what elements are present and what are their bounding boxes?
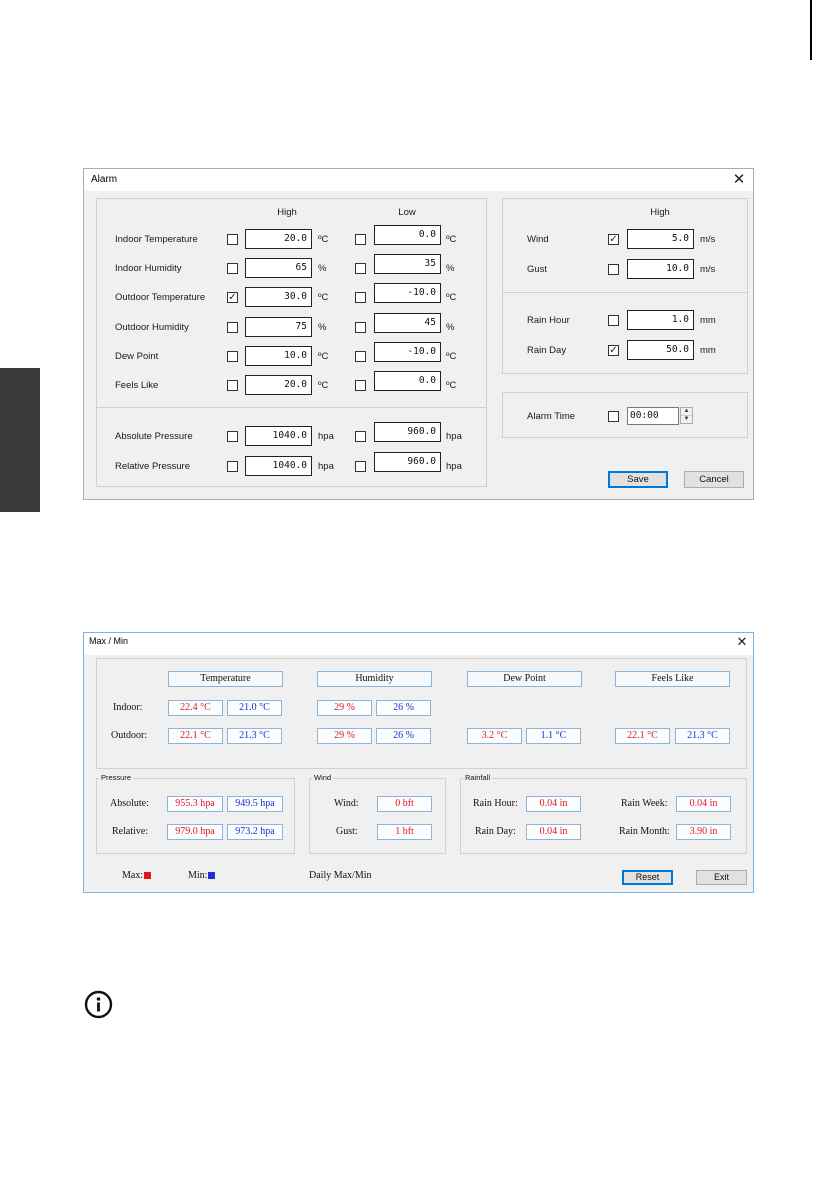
alarm-time-label: Alarm Time [527, 411, 576, 422]
outdoor-humidity-low-unit: % [446, 322, 455, 333]
feels-like-high-field[interactable] [245, 375, 312, 395]
gust-checkbox[interactable] [608, 264, 619, 275]
gust-unit: m/s [700, 264, 716, 275]
outdoor-temperature-high-unit: ºC [318, 292, 329, 303]
alarm-title: Alarm [91, 174, 118, 185]
outdoor-temperature-low-checkbox[interactable] [355, 292, 366, 303]
rain-hour-checkbox[interactable] [608, 315, 619, 326]
cancel-button[interactable]: Cancel [684, 471, 744, 488]
outdoor-temperature-high-value: 30.0 [284, 291, 307, 302]
wind-checkbox[interactable] [608, 234, 619, 245]
outdoor-dew-max: 3.2 °C [467, 728, 522, 744]
feels-like-header[interactable]: Feels Like [615, 671, 730, 687]
dew-point-low-value: -10.0 [407, 346, 436, 357]
gust-field[interactable] [627, 259, 694, 279]
dew-point-header[interactable]: Dew Point [467, 671, 582, 687]
rain-month-max: 3.90 in [676, 824, 731, 840]
check-icon: ✓ [228, 292, 237, 303]
indoor-humidity-label: Indoor Humidity [115, 263, 182, 274]
rain-hour-field[interactable] [627, 310, 694, 330]
absolute-pressure-high-value: 1040.0 [272, 430, 307, 441]
indoor-temperature-low-checkbox[interactable] [355, 234, 366, 245]
wind-group [309, 778, 446, 854]
indoor-temperature-high-checkbox[interactable] [227, 234, 238, 245]
outdoor-dew-min: 1.1 °C [526, 728, 581, 744]
dew-point-high-field[interactable] [245, 346, 312, 366]
relative-pressure-low-unit: hpa [446, 461, 462, 472]
rain-day-max: 0.04 in [526, 824, 581, 840]
dew-point-label: Dew Point [115, 351, 159, 362]
legend-min-label: Min: [188, 870, 208, 881]
indoor-temperature-high-value: 20.0 [284, 233, 307, 244]
outdoor-temperature-low-value: -10.0 [407, 287, 436, 298]
indoor-temperature-high-field[interactable] [245, 229, 312, 249]
relative-pressure-low-field[interactable] [374, 452, 441, 472]
relative-pressure-high-value: 1040.0 [272, 460, 307, 471]
outdoor-humidity-high-unit: % [318, 322, 327, 333]
outdoor-hum-max: 29 % [317, 728, 372, 744]
feels-like-low-unit: ºC [446, 380, 457, 391]
outdoor-humidity-low-field[interactable] [374, 313, 441, 333]
alarm-close-icon[interactable]: ✕ [732, 171, 746, 188]
indoor-temp-min: 21.0 °C [227, 700, 282, 716]
rain-week-label: Rain Week: [621, 798, 668, 809]
absolute-pressure-low-value: 960.0 [407, 426, 436, 437]
absolute-max: 955.3 hpa [167, 796, 223, 812]
absolute-pressure-high-checkbox[interactable] [227, 431, 238, 442]
legend-min-swatch [208, 872, 215, 879]
legend-max-label: Max: [122, 870, 144, 881]
gust-max: 1 bft [377, 824, 432, 840]
rain-hour-max: 0.04 in [526, 796, 581, 812]
wind-unit: m/s [700, 234, 716, 245]
alarm-pressure-separator [96, 407, 487, 408]
maxmin-close-icon[interactable]: ✕ [736, 634, 748, 649]
indoor-humidity-high-unit: % [318, 263, 327, 274]
relative-label: Relative: [112, 826, 149, 837]
relative-pressure-high-checkbox[interactable] [227, 461, 238, 472]
indoor-humidity-high-checkbox[interactable] [227, 263, 238, 274]
relative-pressure-low-value: 960.0 [407, 456, 436, 467]
alarm-window [83, 168, 754, 500]
chapter-side-tab [0, 368, 40, 512]
indoor-humidity-high-field[interactable] [245, 258, 312, 278]
alarm-time-checkbox[interactable] [608, 411, 619, 422]
gust-label: Gust: [336, 826, 358, 837]
outdoor-temp-min: 21.3 °C [227, 728, 282, 744]
wind-field[interactable] [627, 229, 694, 249]
save-button[interactable]: Save [608, 471, 668, 488]
rainfall-group-title: Rainfall [465, 773, 491, 782]
relative-min: 973.2 hpa [227, 824, 283, 840]
check-icon: ✓ [609, 345, 618, 356]
indoor-temperature-low-unit: ºC [446, 234, 457, 245]
absolute-min: 949.5 hpa [227, 796, 283, 812]
wind-label: Wind: [334, 798, 359, 809]
rain-day-field[interactable] [627, 340, 694, 360]
rainfall-group [460, 778, 747, 854]
relative-pressure-high-unit: hpa [318, 461, 334, 472]
wind-label: Wind [527, 234, 549, 245]
rain-hour-label: Rain Hour: [473, 798, 518, 809]
relative-max: 979.0 hpa [167, 824, 223, 840]
rain-day-label: Rain Day [527, 345, 567, 356]
outdoor-humidity-low-value: 45 [424, 317, 436, 328]
indoor-humidity-low-value: 35 [424, 258, 436, 269]
rain-day-checkbox[interactable] [608, 345, 619, 356]
rain-hour-unit: mm [700, 315, 716, 326]
indoor-temp-max: 22.4 °C [168, 700, 223, 716]
rain-day-unit: mm [700, 345, 716, 356]
absolute-pressure-high-field[interactable] [245, 426, 312, 446]
indoor-temperature-low-value: 0.0 [418, 229, 436, 240]
outdoor-humidity-low-checkbox[interactable] [355, 322, 366, 333]
dew-point-low-field[interactable] [374, 342, 441, 362]
humidity-header[interactable]: Humidity [317, 671, 432, 687]
feels-like-label: Feels Like [115, 380, 159, 391]
maxmin-window [83, 632, 754, 893]
gust-label: Gust [527, 264, 548, 275]
outdoor-label: Outdoor: [111, 730, 148, 741]
indoor-humidity-low-checkbox[interactable] [355, 263, 366, 274]
rain-week-max: 0.04 in [676, 796, 731, 812]
indoor-humidity-low-field[interactable] [374, 254, 441, 274]
feels-like-low-checkbox[interactable] [355, 380, 366, 391]
absolute-pressure-high-unit: hpa [318, 431, 334, 442]
page-edge-line [810, 0, 812, 60]
gust-value: 10.0 [666, 263, 689, 274]
indoor-temperature-high-unit: ºC [318, 234, 329, 245]
pressure-group-title: Pressure [101, 773, 132, 782]
alarm-title-bar [84, 169, 753, 191]
legend-max-swatch [144, 872, 151, 879]
outdoor-temperature-low-unit: ºC [446, 292, 457, 303]
rain-day-label: Rain Day: [475, 826, 516, 837]
relative-pressure-low-checkbox[interactable] [355, 461, 366, 472]
outdoor-temperature-label: Outdoor Temperature [115, 292, 206, 303]
indoor-hum-min: 26 % [376, 700, 431, 716]
feels-like-low-field[interactable] [374, 371, 441, 391]
indoor-humidity-low-unit: % [446, 263, 455, 274]
wind-max: 0 bft [377, 796, 432, 812]
high-column-header: High [277, 207, 297, 218]
absolute-pressure-low-unit: hpa [446, 431, 462, 442]
legend-min [188, 870, 215, 882]
feels-like-high-unit: ºC [318, 380, 329, 391]
spin-down-icon[interactable]: ▼ [683, 416, 690, 422]
maxmin-title-bar [84, 633, 753, 655]
outdoor-hum-min: 26 % [376, 728, 431, 744]
low-column-header: Low [398, 207, 416, 218]
dew-point-low-checkbox[interactable] [355, 351, 366, 362]
rain-hour-value: 1.0 [671, 314, 689, 325]
dew-point-low-unit: ºC [446, 351, 457, 362]
wind-high-column-header: High [650, 207, 670, 218]
dew-point-high-unit: ºC [318, 351, 329, 362]
outdoor-humidity-high-checkbox[interactable] [227, 322, 238, 333]
dew-point-high-value: 10.0 [284, 350, 307, 361]
absolute-pressure-low-checkbox[interactable] [355, 431, 366, 442]
outdoor-temperature-high-field[interactable] [245, 287, 312, 307]
outdoor-feels-min: 21.3 °C [675, 728, 730, 744]
feels-like-high-value: 20.0 [284, 379, 307, 390]
rain-month-label: Rain Month: [619, 826, 670, 837]
pressure-group [96, 778, 295, 854]
outdoor-humidity-high-field[interactable] [245, 317, 312, 337]
rain-day-value: 50.0 [666, 344, 689, 355]
dew-point-high-checkbox[interactable] [227, 351, 238, 362]
maxmin-title: Max / Min [89, 636, 129, 646]
alarm-rain-separator [502, 292, 748, 293]
outdoor-temperature-high-checkbox[interactable] [227, 292, 238, 303]
feels-like-high-checkbox[interactable] [227, 380, 238, 391]
exit-button[interactable]: Exit [696, 870, 747, 885]
alarm-time-field[interactable] [627, 407, 679, 425]
reset-button[interactable]: Reset [622, 870, 673, 885]
outdoor-humidity-high-value: 75 [295, 321, 307, 332]
outdoor-feels-max: 22.1 °C [615, 728, 670, 744]
alarm-time-value: 00:00 [630, 410, 659, 421]
relative-pressure-label: Relative Pressure [115, 461, 190, 472]
outdoor-temperature-low-field[interactable] [374, 283, 441, 303]
absolute-pressure-low-field[interactable] [374, 422, 441, 442]
check-icon: ✓ [609, 234, 618, 245]
spin-up-icon[interactable]: ▲ [681, 408, 692, 416]
rain-hour-label: Rain Hour [527, 315, 570, 326]
indoor-hum-max: 29 % [317, 700, 372, 716]
indoor-temperature-low-field[interactable] [374, 225, 441, 245]
relative-pressure-high-field[interactable] [245, 456, 312, 476]
feels-like-low-value: 0.0 [418, 375, 436, 386]
outdoor-humidity-label: Outdoor Humidity [115, 322, 189, 333]
info-circle-icon [84, 990, 113, 1019]
indoor-temperature-label: Indoor Temperature [115, 234, 198, 245]
indoor-label: Indoor: [113, 702, 143, 713]
temperature-header[interactable]: Temperature [168, 671, 283, 687]
daily-maxmin-label: Daily Max/Min [309, 870, 372, 881]
legend-max [122, 870, 151, 882]
wind-value: 5.0 [671, 233, 689, 244]
outdoor-temp-max: 22.1 °C [168, 728, 223, 744]
indoor-humidity-high-value: 65 [295, 262, 307, 273]
wind-group-title: Wind [314, 773, 332, 782]
alarm-time-spinner[interactable] [680, 407, 693, 424]
absolute-label: Absolute: [110, 798, 149, 809]
absolute-pressure-label: Absolute Pressure [115, 431, 193, 442]
